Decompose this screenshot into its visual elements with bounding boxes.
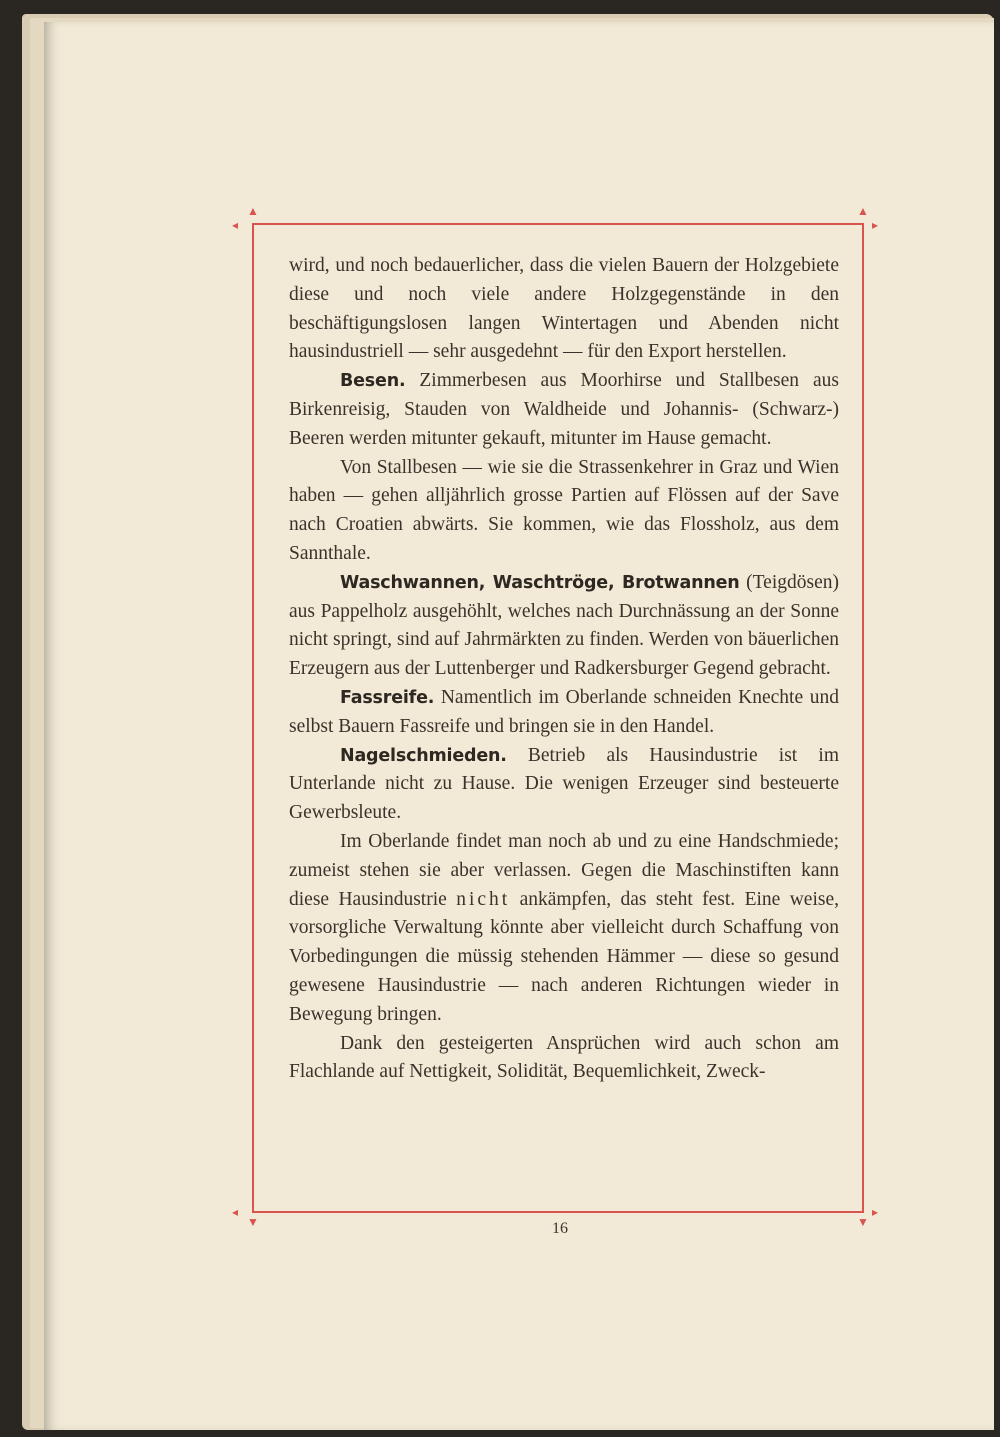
paragraph-p7	[289, 828, 839, 1030]
corner-mark-bottom-left: ▼	[247, 1215, 259, 1229]
corner-mark-top-right: ▲	[857, 204, 869, 218]
paragraph-text: Zimmerbesen aus Moorhirse und Stallbesen aus Birkenreisig, Stauden von Waldheide und Johannis- (Schwarz-) Beeren werden mitunter gekauft, mitunter im Hause gemacht.	[289, 370, 839, 449]
page-number: 16	[552, 1220, 568, 1237]
paragraph-p6	[289, 742, 839, 828]
corner-mark-top-left: ▲	[247, 204, 259, 218]
paragraph-p3	[289, 454, 839, 569]
paragraph-text: ankämpfen, das steht fest. Eine weise, vorsorgliche Verwaltung könnte aber vielleicht durch Schaffung von Vorbedingungen die müssig stehenden Hämmer — diese so gesund gewesene Hausindustrie — nach anderen Richtungen wieder in Bewegung bringen.	[289, 888, 839, 1025]
paragraph-text: Namentlich im Oberlande schneiden Knechte und selbst Bauern Fassreife und bringen sie in den Handel.	[289, 686, 839, 737]
paragraph-text: Im Oberlande findet man noch ab und zu eine Handschmiede; zumeist stehen sie aber verlassen. Gegen die Maschinstiften kann diese Hausindustrie	[289, 830, 839, 910]
paragraph-text: nicht	[456, 888, 511, 910]
paragraph-text: Von Stallbesen — wie sie die Strassenkehrer in Graz und Wien haben — gehen alljährlich grosse Partien auf Flössen auf der Save nach Croatien abwärts. Sie kommen, wie das Flossholz, aus dem Sannthale.	[289, 456, 839, 564]
corner-mark-top-left-arrow: ◂	[232, 218, 239, 232]
paragraph-heading: Fassreife.	[340, 687, 435, 708]
corner-mark-bottom-right-arrow: ▸	[872, 1205, 879, 1219]
paragraph-heading: Besen.	[340, 371, 406, 392]
corner-mark-top-right-arrow: ▸	[872, 218, 879, 232]
corner-mark-bottom-left-arrow: ◂	[232, 1205, 239, 1219]
paragraph-text: (Teigdösen) aus Pappelholz ausgehöhlt, welches nach Durchnässung an der Sonne nicht springt, sind auf Jahrmärkten zu finden. Werden von bäuerlichen Erzeugern aus der Luttenberger und Radkersburger Gegend gebracht.	[289, 571, 839, 680]
paragraph-heading: Nagelschmieden.	[340, 745, 507, 766]
paragraph-heading: Waschwannen, Waschtröge, Brotwannen	[340, 572, 740, 593]
paragraph-text: Betrieb als Hausindustrie ist im Unterlande nicht zu Hause. Die wenigen Erzeuger sind besteuerte Gewerbsleute.	[289, 744, 839, 824]
body-text	[289, 252, 839, 1087]
paragraph-text: wird, und noch bedauerlicher, dass die vielen Bauern der Holzgebiete diese und noch viele andere Holzgegenstände in den beschäftigungslosen langen Wintertagen und Abenden nicht hausindustriell — sehr ausgedehnt — für den Export herstellen.	[289, 255, 839, 363]
paragraph-text: Dank den gesteigerten Ansprüchen wird auch schon am Flachlande auf Nettigkeit, Solidität, Bequemlichkeit, Zweck-	[289, 1032, 839, 1083]
paragraph-p2	[289, 367, 839, 453]
paragraph-p8	[289, 1030, 839, 1088]
paragraph-p1	[289, 252, 839, 367]
paragraph-p5	[289, 684, 839, 742]
corner-mark-bottom-right: ▼	[857, 1215, 869, 1229]
paragraph-p4	[289, 569, 839, 684]
